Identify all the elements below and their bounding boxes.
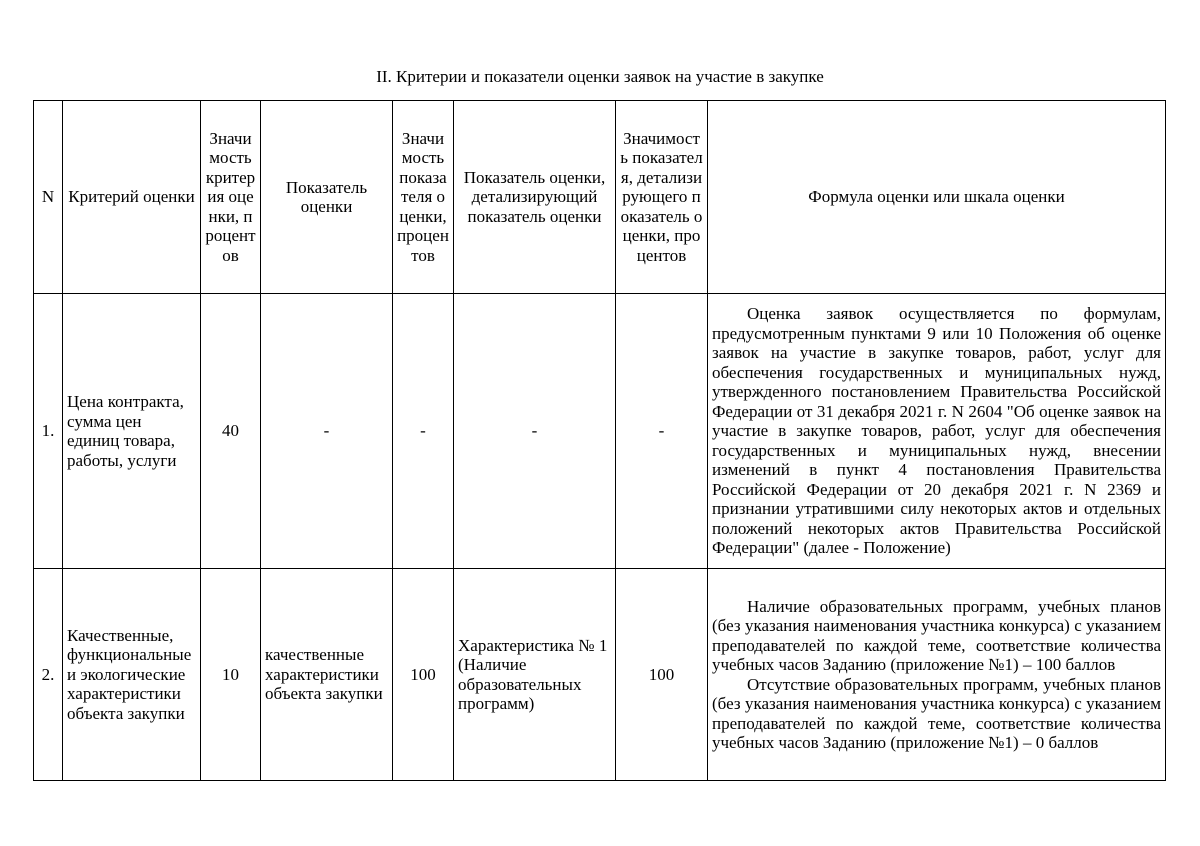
row2-indicator: качественные характеристики объекта закупки	[261, 569, 393, 781]
col-header-indicator: Показатель оценки	[261, 101, 393, 294]
row2-indicator-weight: 100	[393, 569, 454, 781]
col-header-detailing-indicator: Показатель оценки, детализирующий показатель оценки	[454, 101, 616, 294]
col-header-number: N	[34, 101, 63, 294]
row1-criterion-weight: 40	[201, 294, 261, 569]
row1-formula	[708, 294, 1166, 569]
header-row	[34, 101, 1166, 294]
table-row-2	[34, 569, 1166, 781]
row2-criterion: Качественные, функциональные и экологические характеристики объекта закупки	[63, 569, 201, 781]
col-header-criterion-weight: Значимость критерия оценки, процентов	[201, 101, 261, 294]
col-header-indicator-weight: Значимость показателя оценки, процентов	[393, 101, 454, 294]
row2-detailing-indicator: Характеристика № 1 (Наличие образовательных программ)	[454, 569, 616, 781]
row1-formula-paragraph: Оценка заявок осуществляется по формулам, предусмотренным пунктами 9 или 10 Положения об оценке заявок на участие в закупке товаров, работ, услуг для обеспечения государственных и муниципальных нужд, утвержденного постановлением Правительства Российской Федерации от 31 декабря 2021 г. N 2604 "Об оценке заявок на участие в закупке товаров, работ, услуг для обеспечения государственных и муниципальных нужд, внесении изменений в пункт 4 постановления Правительства Российской Федерации от 20 декабря 2021 г. N 2369 и признании утратившими силу некоторых актов и отдельных положений некоторых актов Правительства Российской Федерации" (далее - Положение)	[712, 304, 1161, 558]
row1-number: 1.	[34, 294, 63, 569]
row2-criterion-weight: 10	[201, 569, 261, 781]
row2-formula-paragraph-2: Отсутствие образовательных программ, учебных планов (без указания наименования участника конкурса) с указанием преподавателей по каждой теме, соответствие количества учебных часов Заданию (приложение №1) – 0 баллов	[712, 674, 1161, 752]
col-header-criterion: Критерий оценки	[63, 101, 201, 294]
row1-indicator: -	[261, 294, 393, 569]
row2-number: 2.	[34, 569, 63, 781]
row1-criterion: Цена контракта, сумма цен единиц товара, работы, услуги	[63, 294, 201, 569]
col-header-formula: Формула оценки или шкала оценки	[708, 101, 1166, 294]
row2-formula	[708, 569, 1166, 781]
row2-detailing-weight: 100	[616, 569, 708, 781]
row1-detailing-indicator: -	[454, 294, 616, 569]
row1-detailing-weight: -	[616, 294, 708, 569]
criteria-table	[33, 100, 1166, 781]
section-title: II. Критерии и показатели оценки заявок на участие в закупке	[376, 67, 824, 86]
col-header-detailing-weight: Значимость показателя, детализирующего показатель оценки, процентов	[616, 101, 708, 294]
table-row-1	[34, 294, 1166, 569]
row1-indicator-weight: -	[393, 294, 454, 569]
row2-formula-paragraph-1: Наличие образовательных программ, учебных планов (без указания наименования участника конкурса) с указанием преподавателей по каждой теме, соответствие количества учебных часов Заданию (приложение №1) – 100 баллов	[712, 596, 1161, 674]
